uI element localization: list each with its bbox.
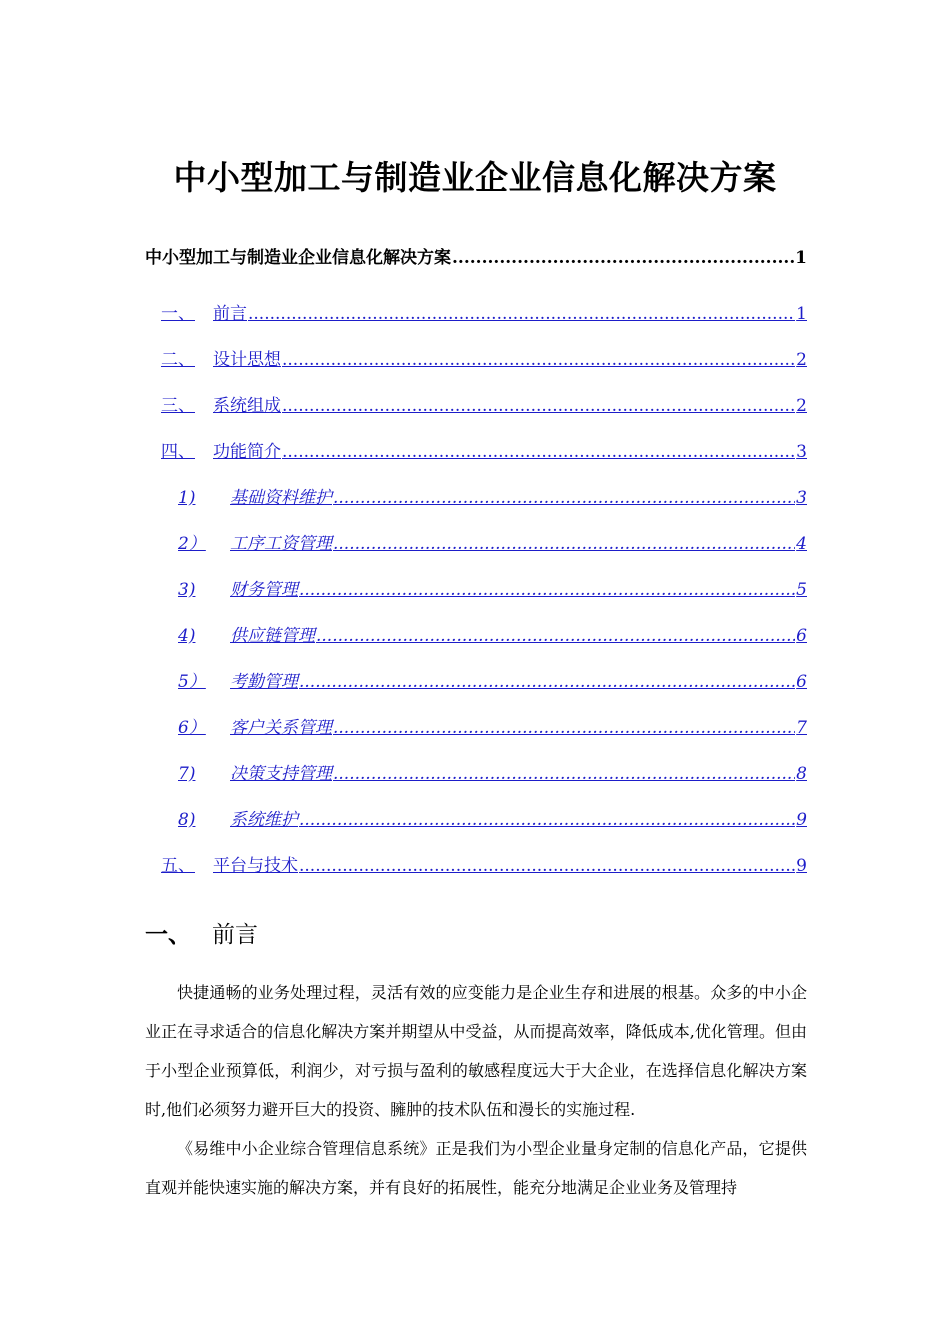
toc-entry-page: 9	[796, 810, 807, 830]
toc-leader	[333, 716, 795, 740]
body-paragraph: 快捷通畅的业务处理过程，灵活有效的应变能力是企业生存和进展的根基。众多的中小企业正在寻求适合的信息化解决方案并期望从中受益，从而提高效率，降低成本,优化管理。但由于小型企业预算低，利润少，对亏损与盈利的敏感程度远大于大企业，在选择信息化解决方案时,他们必须努力避开巨大的投资、臃肿的技术队伍和漫长的实施过程.	[145, 983, 807, 1119]
toc-leader	[299, 808, 795, 832]
toc-entry-page: 1	[795, 248, 807, 268]
toc-leader	[333, 486, 795, 510]
toc-entry-text: 中小型加工与制造业企业信息化解决方案	[145, 248, 451, 268]
toc-entry-text: 设计思想	[213, 350, 281, 370]
toc-entry-page: 3	[796, 442, 807, 462]
toc-entry-text: 财务管理	[230, 580, 298, 600]
toc-entry-page: 2	[796, 350, 807, 370]
toc-entry-number: 三、	[161, 396, 195, 416]
toc-link-basic-data[interactable]	[178, 486, 807, 510]
toc-entry-number: 五、	[161, 856, 195, 876]
toc-link-design-idea[interactable]	[161, 348, 807, 372]
toc-entry-page: 9	[796, 856, 807, 876]
toc-entry-number: 四、	[161, 442, 195, 462]
section-heading	[145, 918, 258, 952]
toc-entry-page: 4	[796, 534, 807, 554]
toc-link-system-composition[interactable]	[161, 394, 807, 418]
toc-leader	[316, 624, 795, 648]
toc-entry-text: 平台与技术	[213, 856, 298, 876]
toc-entry-title[interactable]	[145, 246, 807, 270]
toc-entry-text: 供应链管理	[230, 626, 315, 646]
toc-entry-text: 功能简介	[213, 442, 281, 462]
toc-leader	[333, 532, 795, 556]
toc-entry-page: 6	[796, 672, 807, 692]
document-title: 中小型加工与制造业企业信息化解决方案	[173, 158, 777, 197]
toc-entry-number: 一、	[161, 304, 195, 324]
toc-leader	[299, 578, 795, 602]
toc-entry-number: 7)	[178, 764, 196, 784]
toc-entry-text: 前言	[213, 304, 247, 324]
section-title: 前言	[212, 922, 258, 948]
toc-entry-text: 基础资料维护	[230, 488, 332, 508]
toc-entry-number: 1)	[178, 488, 196, 508]
toc-link-system-maintenance[interactable]	[178, 808, 807, 832]
toc-entry-number: 2）	[178, 534, 206, 554]
toc-leader	[452, 246, 794, 270]
toc-link-decision-support[interactable]	[178, 762, 807, 786]
toc-entry-page: 2	[796, 396, 807, 416]
toc-leader	[333, 762, 795, 786]
toc-entry-page: 1	[796, 304, 807, 324]
toc-entry-number: 4)	[178, 626, 196, 646]
toc-leader	[299, 854, 795, 878]
toc-entry-text: 客户关系管理	[230, 718, 332, 738]
toc-entry-text: 系统维护	[230, 810, 298, 830]
toc-leader	[282, 394, 795, 418]
section-number: 一、	[145, 921, 191, 948]
toc-entry-number: 3)	[178, 580, 196, 600]
toc-link-finance[interactable]	[178, 578, 807, 602]
toc-entry-text: 系统组成	[213, 396, 281, 416]
toc-entry-number: 8)	[178, 810, 196, 830]
toc-link-process-wage[interactable]	[178, 532, 807, 556]
toc-entry-page: 5	[796, 580, 807, 600]
toc-leader	[282, 348, 795, 372]
toc-link-attendance[interactable]	[178, 670, 807, 694]
toc-entry-page: 6	[796, 626, 807, 646]
toc-entry-number: 5）	[178, 672, 206, 692]
toc-entry-page: 3	[796, 488, 807, 508]
toc-entry-page: 7	[796, 718, 807, 738]
toc-entry-number: 6）	[178, 718, 206, 738]
toc-link-crm[interactable]	[178, 716, 807, 740]
toc-entry-page: 8	[796, 764, 807, 784]
toc-leader	[299, 670, 795, 694]
body-paragraph: 《易维中小企业综合管理信息系统》正是我们为小型企业量身定制的信息化产品，它提供直观并能快速实施的解决方案，并有良好的拓展性，能充分地满足企业业务及管理持	[145, 1139, 807, 1197]
toc-entry-number: 二、	[161, 350, 195, 370]
toc-link-features[interactable]	[161, 440, 807, 464]
toc-entry-text: 工序工资管理	[230, 534, 332, 554]
toc-entry-text: 考勤管理	[230, 672, 298, 692]
toc-leader	[282, 440, 795, 464]
toc-link-platform-technology[interactable]	[161, 854, 807, 878]
toc-leader	[248, 302, 795, 326]
toc-link-supply-chain[interactable]	[178, 624, 807, 648]
toc-entry-text: 决策支持管理	[230, 764, 332, 784]
toc-link-preface[interactable]	[161, 302, 807, 326]
